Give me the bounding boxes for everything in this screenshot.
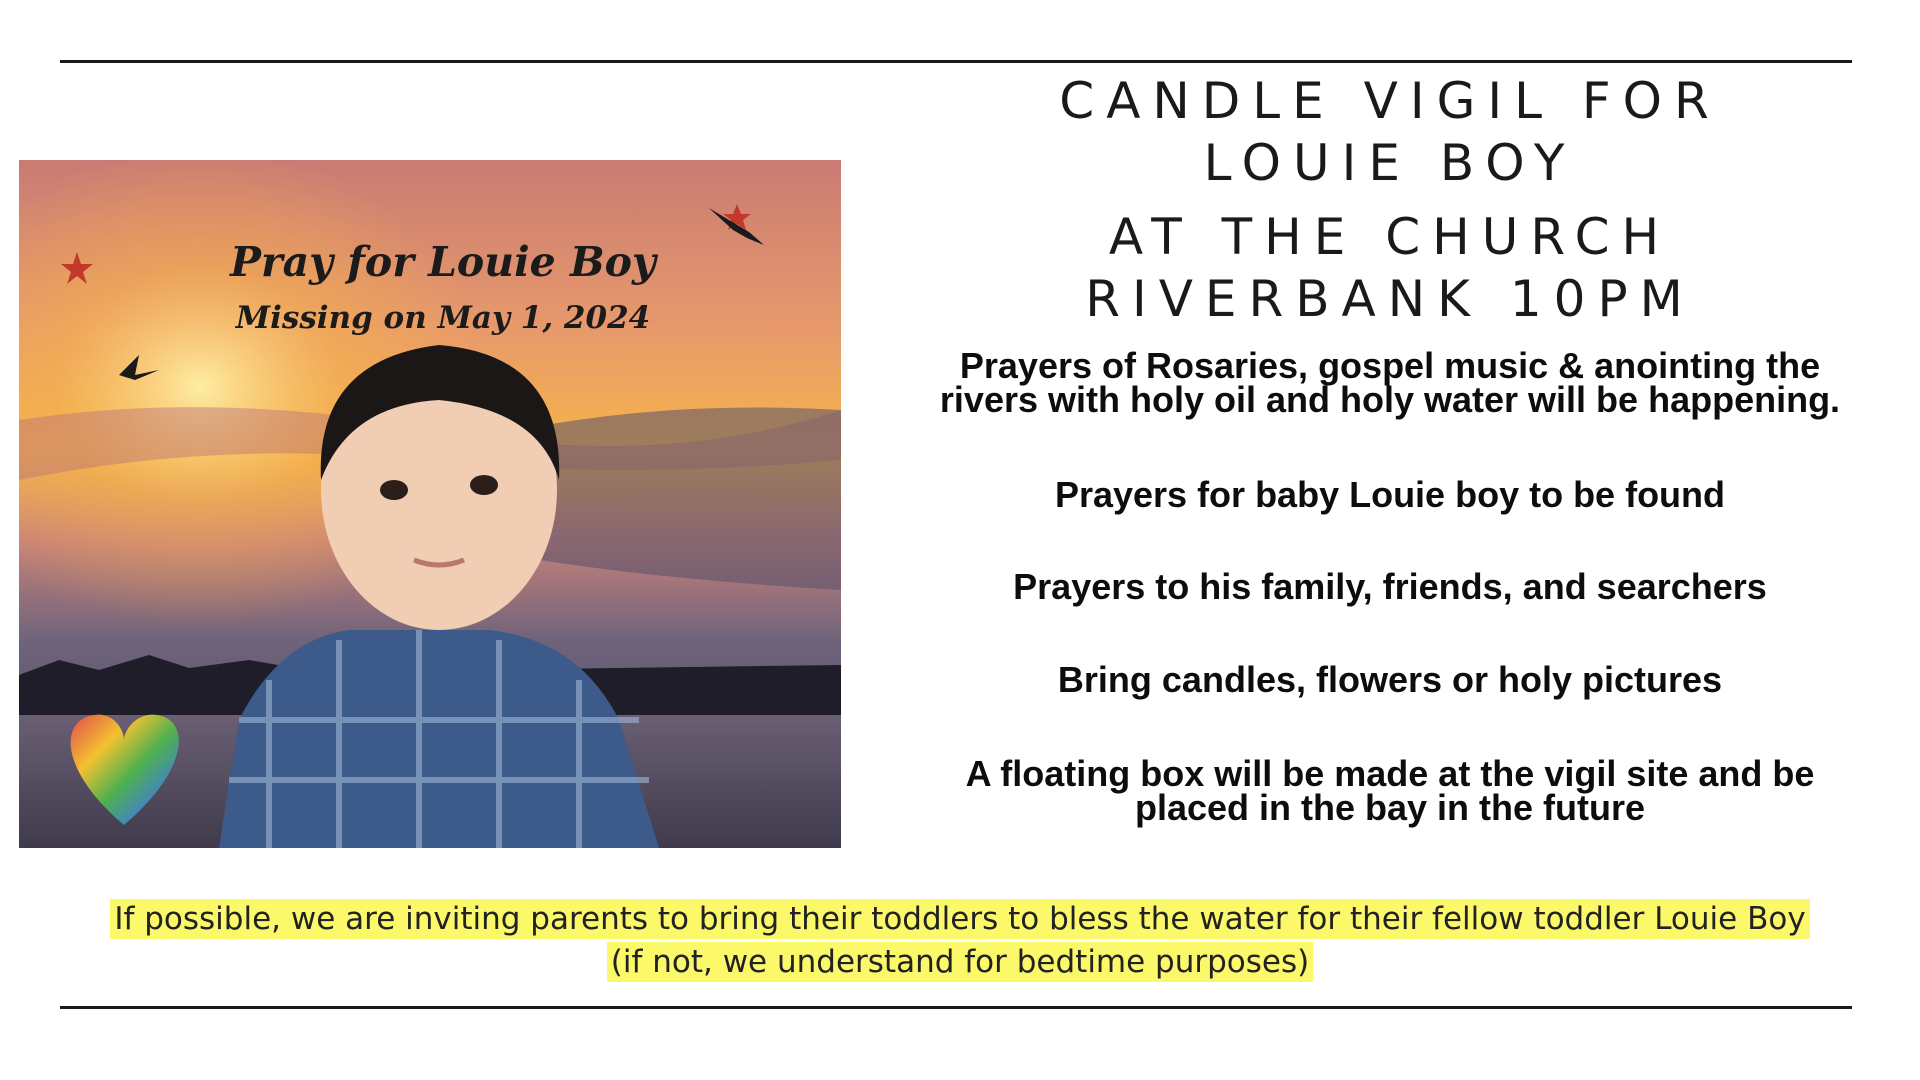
heading-line: CANDLE VIGIL FOR — [1059, 72, 1721, 130]
photo-subtitle: Missing on May 1, 2024 — [235, 300, 651, 336]
invitation-note — [0, 898, 1920, 984]
info-text: A floating box will be made at the vigil site and be — [965, 753, 1815, 794]
info-bring: Bring candles, flowers or holy pictures — [1057, 659, 1723, 700]
info-found: Prayers for baby Louie boy to be found — [1054, 474, 1726, 515]
bottom-divider — [60, 1006, 1852, 1009]
invitation-line: If possible, we are inviting parents to bring their toddlers to bless the water for their fellow toddler Louie Boy — [110, 899, 1809, 939]
heading-line: AT THE CHURCH — [1108, 208, 1672, 266]
invitation-line: (if not, we understand for bedtime purposes) — [607, 942, 1313, 982]
info-family: Prayers to his family, friends, and searchers — [1013, 566, 1767, 607]
heading-line: LOUIE BOY — [1203, 134, 1577, 192]
info-text: placed in the bay in the future — [1134, 787, 1646, 828]
top-divider — [60, 60, 1852, 63]
info-rosaries — [870, 345, 1910, 420]
vigil-photo — [19, 160, 841, 848]
info-floating-box — [870, 753, 1910, 828]
info-text: rivers with holy oil and holy water will be happening. — [939, 379, 1841, 420]
info-text: Prayers of Rosaries, gospel music & anointing the — [959, 345, 1821, 386]
heading-line: RIVERBANK 10PM — [1085, 270, 1695, 328]
photo-title: Pray for Louie Boy — [230, 238, 656, 286]
vigil-heading — [870, 70, 1910, 330]
